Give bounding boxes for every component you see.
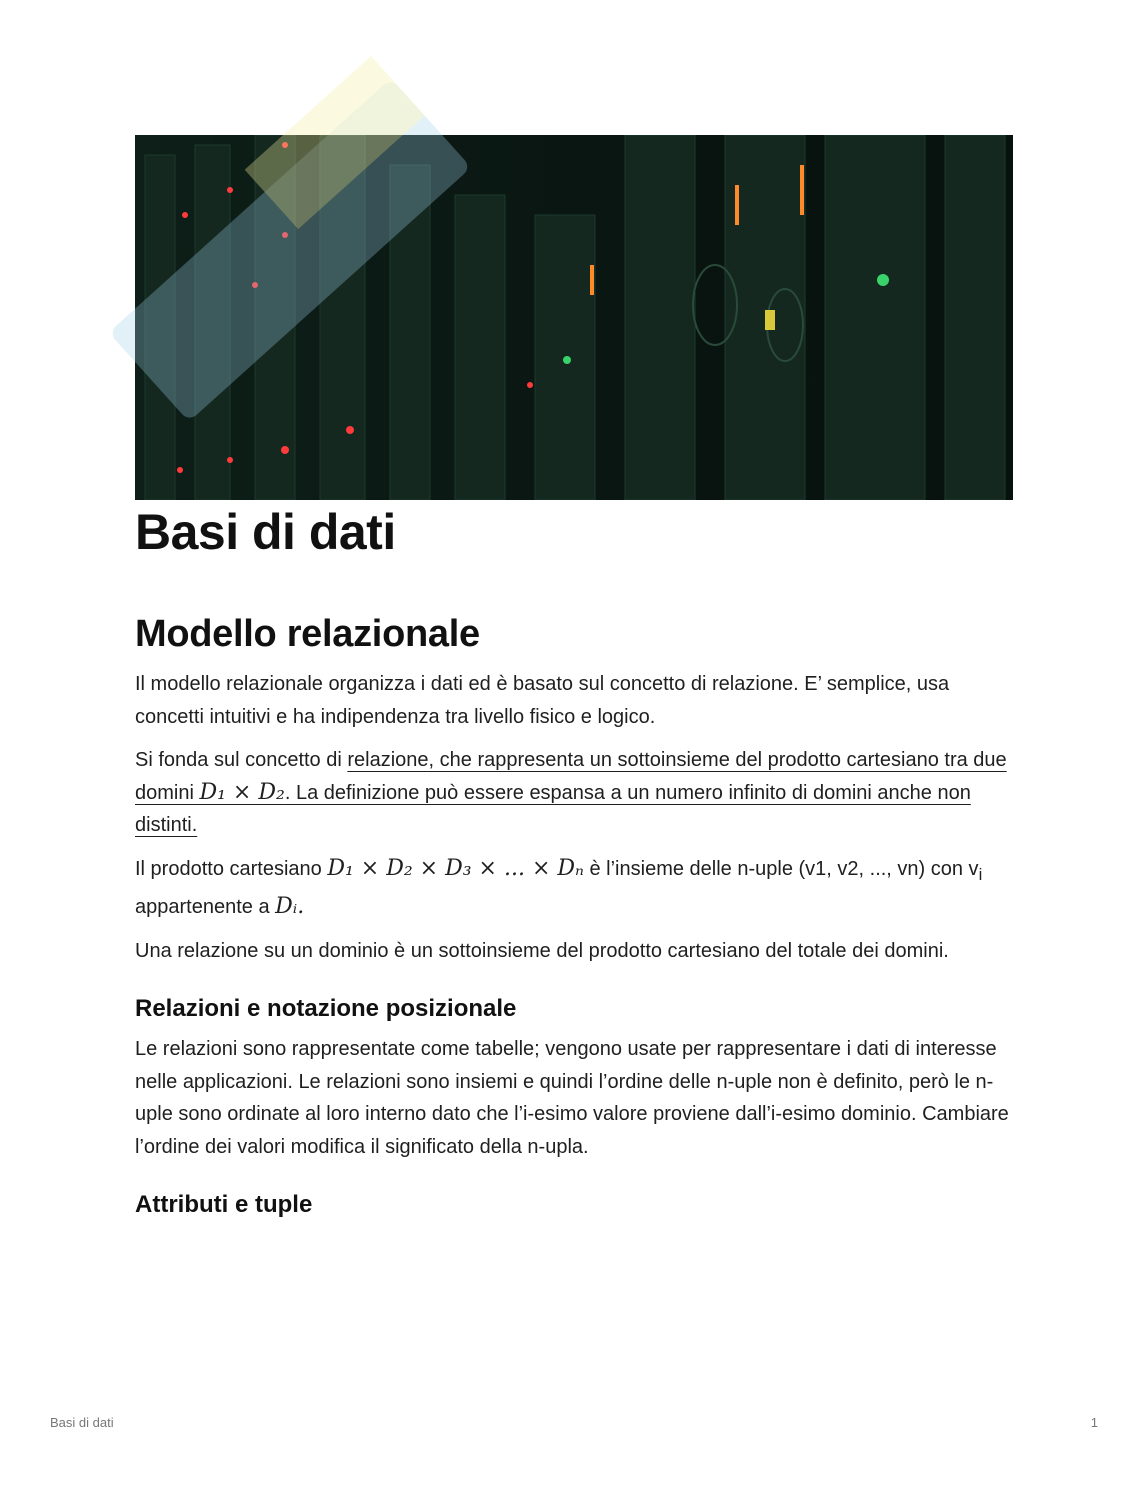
para2-underlined-2: . La definizione può essere espansa a un numero infinito di domini anche non distinti. xyxy=(135,781,971,836)
para3-mid: è l’insieme delle n-uple (v1, v2, ..., vn) con v xyxy=(583,857,979,880)
paragraph-cartesian-product xyxy=(135,853,1013,924)
para3-lead: Il prodotto cartesiano xyxy=(135,857,328,880)
section-title: Modello relazionale xyxy=(135,613,480,655)
para3-sub-i: i xyxy=(978,864,983,884)
cover-image xyxy=(135,135,1013,500)
paragraph-intro: Il modello relazionale organizza i dati ed è basato sul concetto di relazione. E’ semplice, usa concetti intuitivi e ha indipendenza tra livello fisico e logico. xyxy=(135,673,950,728)
para3-math-end: Dᵢ. xyxy=(275,894,305,919)
para2-lead: Si fonda sul concetto di xyxy=(135,749,348,771)
para3-tail: appartenente a xyxy=(135,896,276,918)
subsection-title-attributes: Attributi e tuple xyxy=(135,1191,313,1218)
subsection-title-positional: Relazioni e notazione posizionale xyxy=(135,995,517,1022)
document-title: Basi di dati xyxy=(135,504,396,560)
para2-underlined-1: relazione, che rappresenta un sottoinsieme del prodotto cartesiano tra due domini xyxy=(135,749,1007,804)
footer-title: Basi di dati xyxy=(50,1415,114,1430)
para2-math: D₁ × D₂ xyxy=(199,779,285,805)
page-number: 1 xyxy=(1090,1415,1098,1430)
paragraph-relation-domain: Una relazione su un dominio è un sottoinsieme del prodotto cartesiano del totale dei domini. xyxy=(135,939,949,962)
document-body xyxy=(135,608,1013,1229)
paragraph-relation-definition xyxy=(135,744,1013,842)
para3-math: D₁ × D₂ × D₃ × ... × Dₙ xyxy=(327,855,584,881)
paragraph-positional-notation: Le relazioni sono rappresentate come tabelle; vengono usate per rappresentare i dati di interesse nelle applicazioni. Le relazioni sono insiemi e quindi l’ordine delle n-uple non è definito, però le n-uple sono ordinate al loro interno dato che l’i-esimo valore proviene dall’i-esimo dominio. Cambiare l’ordine dei valori modifica il significato della n-upla. xyxy=(135,1038,1009,1158)
